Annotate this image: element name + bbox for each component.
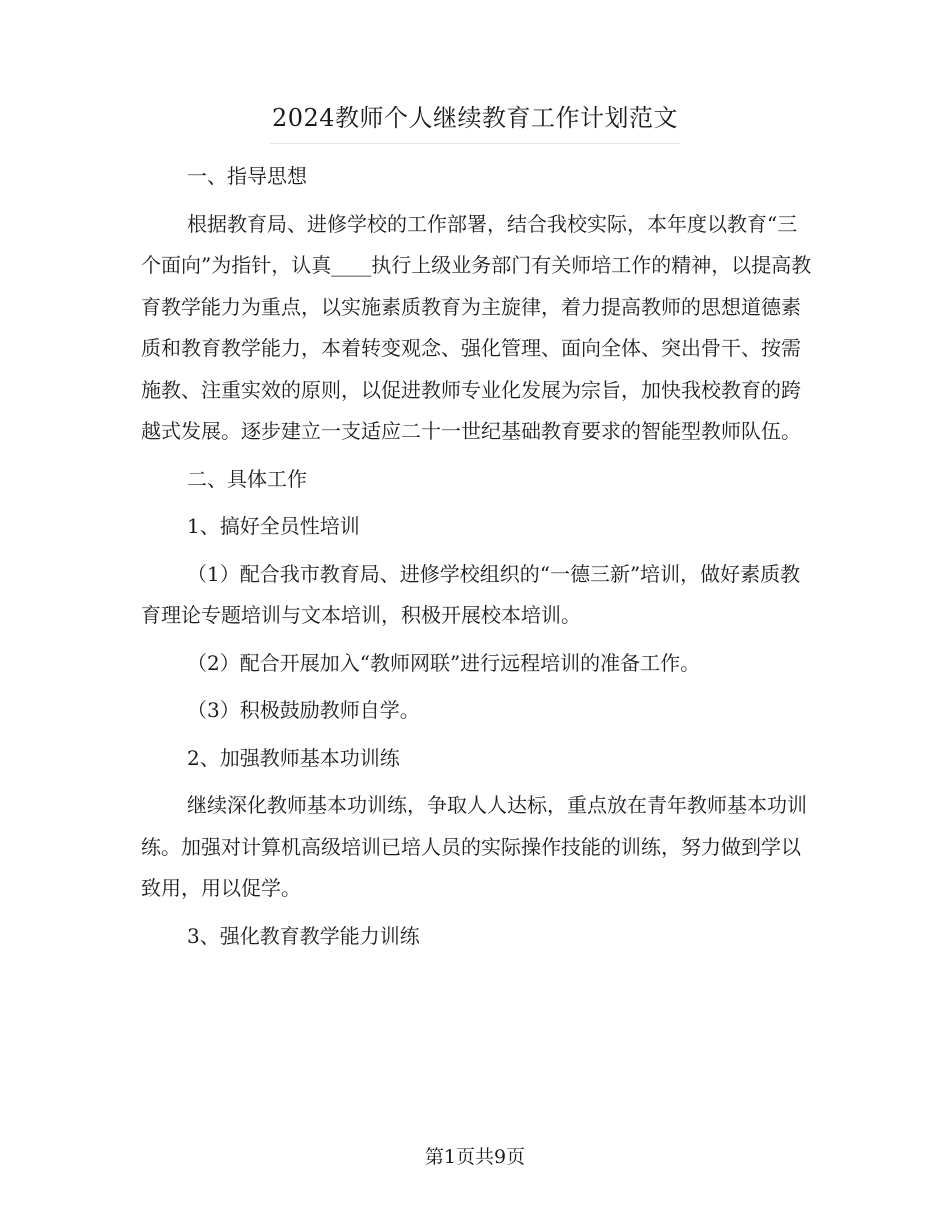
section-heading-guiding-ideology: 一、指导思想 xyxy=(187,164,307,188)
subheading-teaching-ability: 3、强化教育教学能力训练 xyxy=(187,923,420,948)
item-training-1: （1）配合我市教育局、进修学校组织的“一德三新”培训，做好素质教育理论专题培训与文本培训，积极开展校本培训。 xyxy=(141,561,801,627)
item-training-2: （2）配合开展加入“教师网联”进行远程培训的准备工作。 xyxy=(187,650,701,675)
section-heading-specific-work: 二、具体工作 xyxy=(187,466,307,491)
item-training-3: （3）积极鼓励教师自学。 xyxy=(187,698,420,722)
paragraph-basic-skills: 继续深化教师基本功训练，争取人人达标，重点放在青年教师基本功训练。加强对计算机高级培训已培人员的实际操作技能的训练，努力做到学以致用，用以促学。 xyxy=(141,793,807,900)
title-wrapper xyxy=(0,98,950,144)
subheading-basic-skills: 2、加强教师基本功训练 xyxy=(187,745,400,770)
paragraph-guiding-ideology: 根据教育局、进修学校的工作部署，结合我校实际，本年度以教育“三个面向”为指针，认真____执行上级业务部门有关师培工作的精神，以提高教育教学能力为重点，以实施素质教育为主旋律，着力提高教师的思想道德素质和教育教学能力，本着转变观念、强化管理、面向全体、突出骨干、按需施教、注重实效的原则，以促进教师专业化发展为宗旨，加快我校教育的跨越式发展。逐步建立一支适应二十一世纪基础教育要求的智能型教师队伍。 xyxy=(141,211,812,443)
document-body xyxy=(141,156,813,963)
page-footer: 第1页共9页 xyxy=(424,1146,526,1168)
document-title: 2024教师个人继续教育工作计划范文 xyxy=(270,98,680,144)
subheading-full-staff-training: 1、搞好全员性培训 xyxy=(187,514,360,538)
